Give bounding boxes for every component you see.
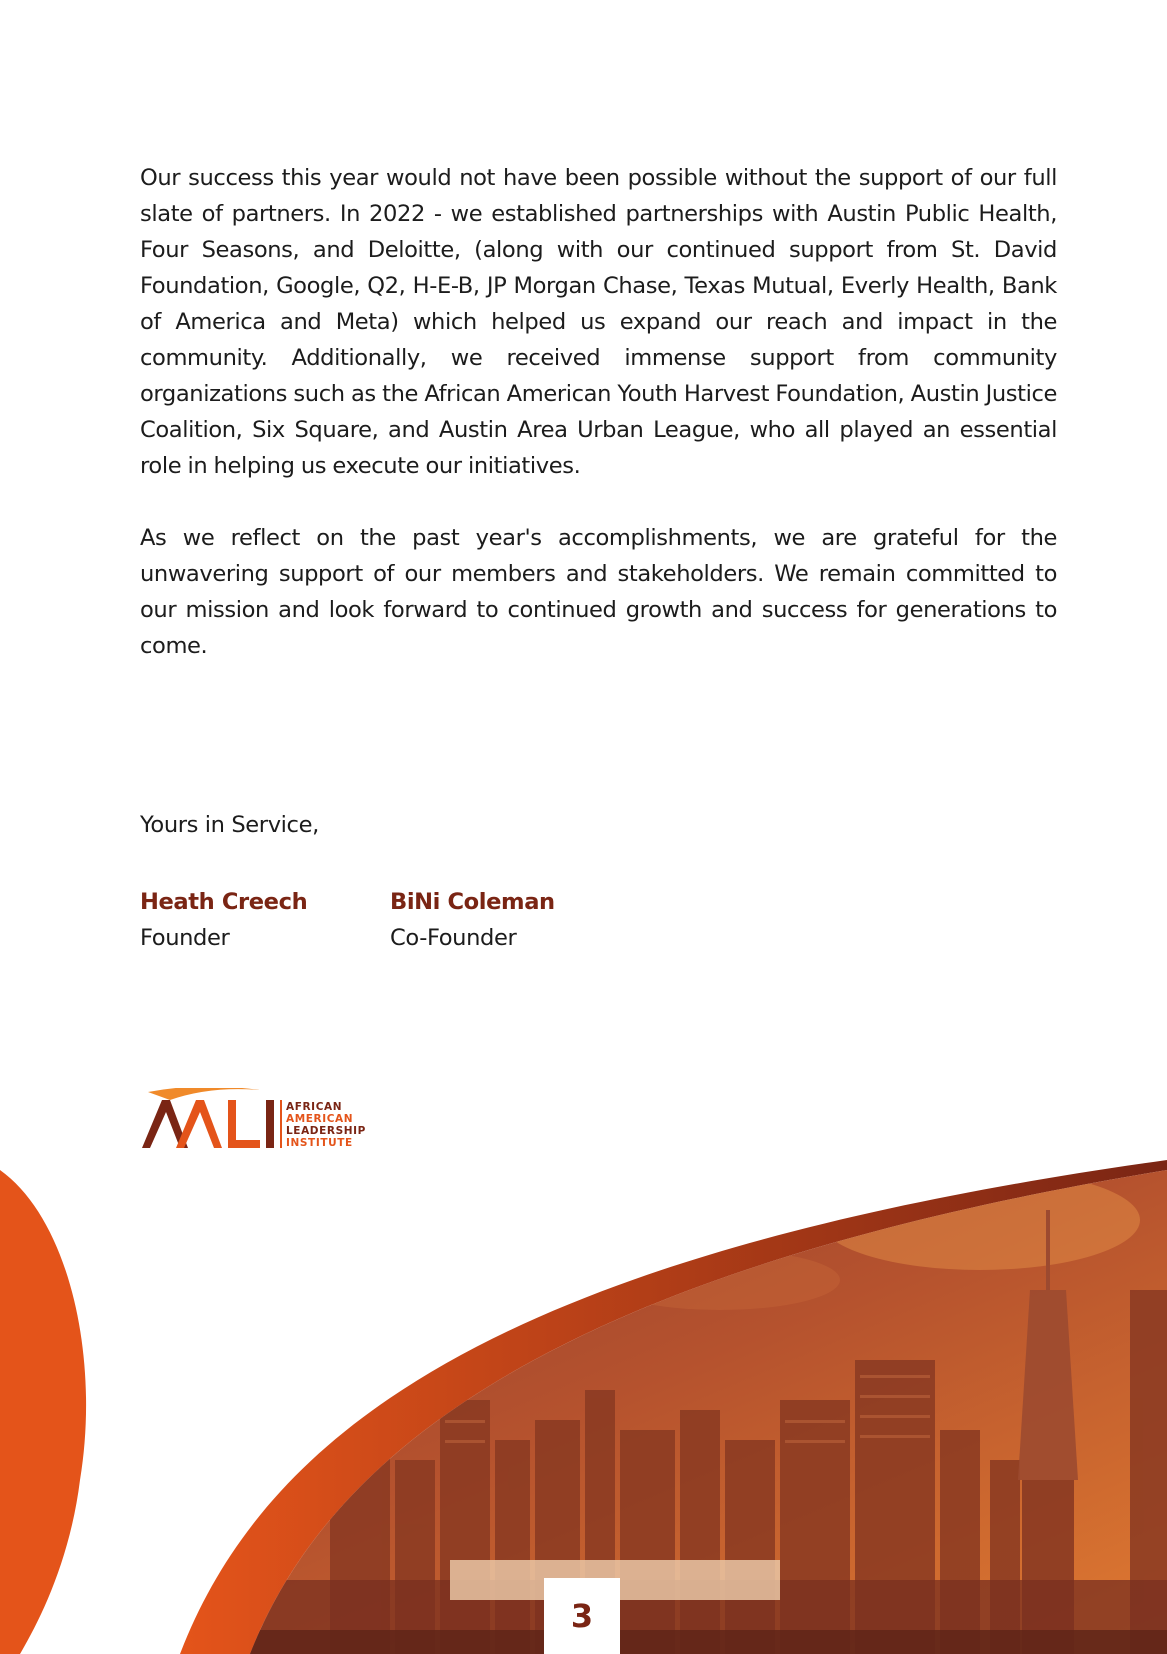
signatory-title: Co-Founder [390,925,517,951]
paragraph-partners: Our success this year would not have been possible without the support of our full slate of partners. In 2022 - we established partnerships with Austin Public Health, Four Seasons, and Deloitte, (along with our continued support from St. David Foundation, Google, Q2, H-E-B, JP Morgan Chase, Texas Mutual, Everly Health, Bank of America and Meta) which helped us expand our reach and impact in the community. Additionally, we received immense support from community organizations such as the African American Youth Harvest Foundation, Austin Justice Coalition, Six Square, and Austin Area Urban League, who all played an essential role in helping us execute our initiatives. [140,165,1057,479]
logo-line-1: AFRICAN [286,1101,343,1113]
aali-logo [140,1088,400,1150]
signature-block-founder [140,884,307,956]
paragraph-reflection: As we reflect on the past year's accomplishments, we are grateful for the unwavering support of our members and stakeholders. We remain committed to our mission and look forward to continued growth and success for generations to come. [140,525,1057,659]
logo-line-2: AMERICAN [286,1113,354,1125]
left-orange-swoosh [0,1170,86,1654]
page-number: 3 [544,1578,620,1654]
letter-body [140,160,1057,664]
closing-salutation: Yours in Service, [140,812,319,838]
signatory-title: Founder [140,925,230,951]
logo-line-3: LEADERSHIP [286,1125,366,1137]
signatory-name: BiNi Coleman [390,889,555,915]
signatory-name: Heath Creech [140,889,308,915]
logo-line-4: INSTITUTE [286,1137,353,1149]
signature-block-cofounder [390,884,555,956]
